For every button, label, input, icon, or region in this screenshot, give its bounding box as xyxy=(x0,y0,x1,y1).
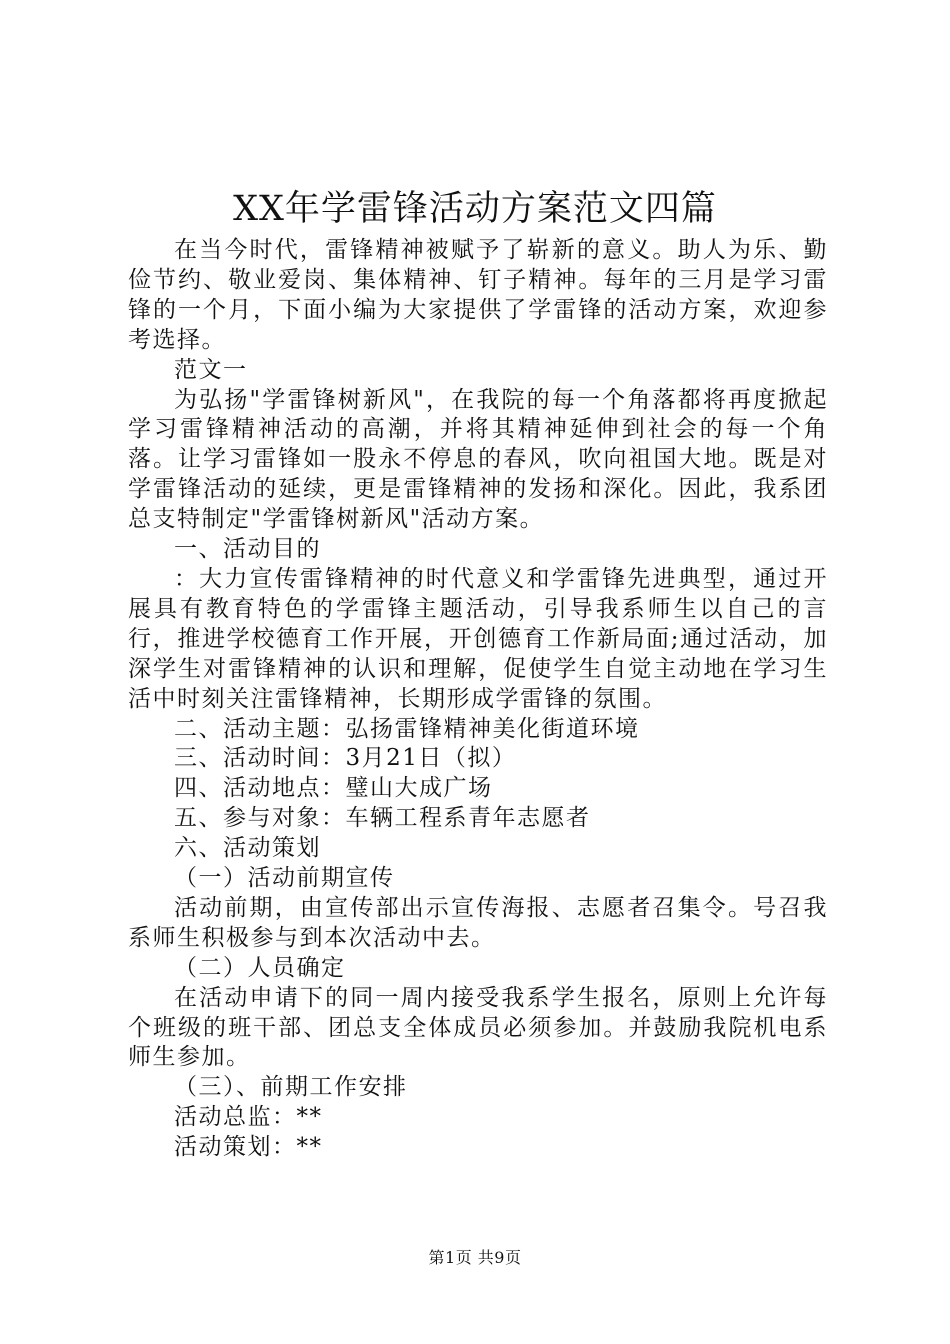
subheading-staffing: （二）人员确定 xyxy=(174,954,346,981)
section-heading-purpose: 一、活动目的 xyxy=(174,536,321,563)
staffing-paragraph: 在活动申请下的同一周内接受我系学生报名，原则上允许每个班级的班干部、团总支全体成员必须参加。并鼓励我院机电系师生参加。 xyxy=(128,984,828,1071)
activity-location: 四、活动地点：璧山大成广场 xyxy=(174,775,493,802)
activity-director: 活动总监：** xyxy=(174,1104,323,1131)
activity-time: 三、活动时间：3月21日（拟） xyxy=(174,745,517,772)
activity-theme: 二、活动主题：弘扬雷锋精神美化街道环境 xyxy=(174,715,640,742)
intro-paragraph: 在当今时代，雷锋精神被赋予了崭新的意义。助人为乐、勤俭节约、敬业爱岗、集体精神、钉子精神。每年的三月是学习雷锋的一个月，下面小编为大家提供了学雷锋的活动方案，欢迎参考选择。 xyxy=(128,237,828,353)
subheading-publicity: （一）活动前期宣传 xyxy=(174,865,395,892)
document-body xyxy=(128,236,828,1163)
publicity-paragraph: 活动前期，由宣传部出示宣传海报、志愿者召集令。号召我系师生积极参与到本次活动中去。 xyxy=(128,894,828,951)
subheading-arrangement: （三）、前期工作安排 xyxy=(174,1074,408,1101)
section-heading-planning: 六、活动策划 xyxy=(174,835,321,862)
purpose-paragraph: ：大力宣传雷锋精神的时代意义和学雷锋先进典型，通过开展具有教育特色的学雷锋主题活动，引导我系师生以自己的言行，推进学校德育工作开展，开创德育工作新局面;通过活动，加深学生对雷锋精神的认识和理解，促使学生自觉主动地在学习生活中时刻关注雷锋精神，长期形成学雷锋的氛围。 xyxy=(128,565,828,712)
activity-participants: 五、参与对象：车辆工程系青年志愿者 xyxy=(174,805,591,832)
activity-planner: 活动策划：** xyxy=(174,1134,323,1161)
document-title: XX年学雷锋活动方案范文四篇 xyxy=(233,189,717,229)
page-footer: 第1页 共9页 xyxy=(428,1248,522,1267)
sample-one-paragraph: 为弘扬"学雷锋树新风"，在我院的每一个角落都将再度掀起学习雷锋精神活动的高潮，并将其精神延伸到社会的每一个角落。让学习雷锋如一股永不停息的春风，吹向祖国大地。既是对学雷锋活动的延续，更是雷锋精神的发扬和深化。因此，我系团总支特制定"学雷锋树新风"活动方案。 xyxy=(128,386,828,533)
section-heading-sample-one: 范文一 xyxy=(174,356,248,383)
